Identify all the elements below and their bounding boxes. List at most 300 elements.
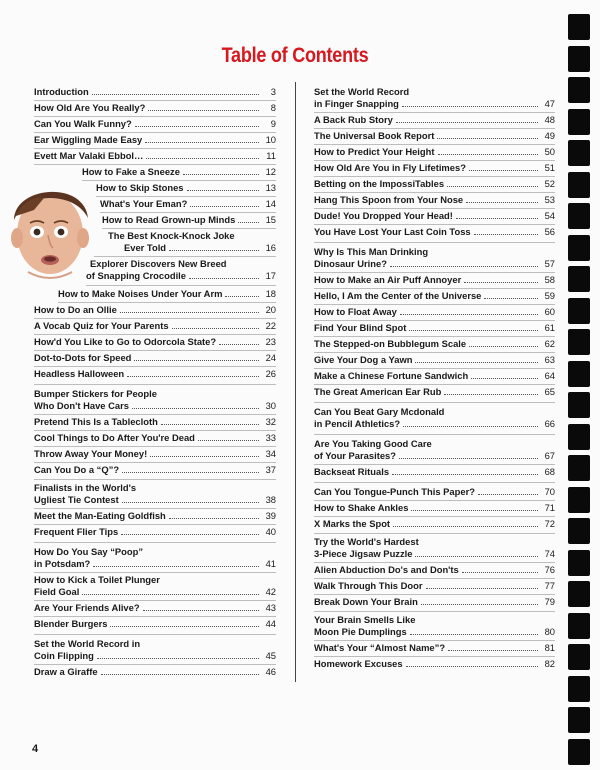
row-separator	[34, 572, 276, 573]
dot-leader	[471, 370, 538, 379]
toc-entry-page: 76	[544, 564, 555, 575]
toc-entry-title: in Finger Snapping	[314, 98, 399, 109]
dot-leader	[219, 336, 259, 345]
dot-leader	[189, 270, 259, 279]
toc-entry-page: 56	[544, 226, 555, 237]
toc-entry[interactable]	[314, 210, 555, 222]
toc-entry-page: 61	[544, 322, 555, 333]
dot-leader	[469, 162, 538, 171]
row-separator	[34, 100, 276, 101]
dot-leader	[238, 214, 259, 223]
row-separator	[34, 116, 276, 117]
toc-entry-title: Hello, I Am the Center of the Universe	[314, 290, 482, 301]
toc-entry[interactable]	[102, 214, 276, 226]
toc-entry[interactable]	[34, 448, 276, 460]
binding-hole	[568, 235, 590, 261]
toc-entry-title: The Universal Book Report	[314, 130, 435, 141]
toc-entry-title: Dot-to-Dots for Speed	[34, 352, 132, 363]
toc-entry[interactable]	[34, 574, 276, 598]
toc-entry[interactable]	[314, 322, 555, 334]
toc-entry-title: Headless Halloween	[34, 368, 125, 379]
toc-entry-title-line1: Bumper Stickers for People	[34, 388, 157, 399]
toc-entry-title: 3-Piece Jigsaw Puzzle	[314, 548, 413, 559]
toc-entry-title: How to Read Grown-up Minds	[102, 214, 236, 225]
row-separator	[34, 446, 276, 447]
toc-entry[interactable]	[34, 368, 276, 380]
dot-leader	[415, 548, 538, 557]
row-separator	[314, 272, 555, 273]
toc-entry[interactable]	[314, 518, 555, 530]
row-separator	[314, 128, 555, 129]
toc-entry[interactable]	[314, 146, 555, 158]
toc-entry-page: 8	[270, 102, 276, 113]
toc-entry-page: 46	[265, 666, 276, 677]
toc-entry[interactable]	[314, 386, 555, 398]
row-separator	[34, 414, 276, 415]
dot-leader	[466, 194, 538, 203]
toc-entry[interactable]	[314, 502, 555, 514]
toc-entry-title: X Marks the Spot	[314, 518, 391, 529]
toc-entry[interactable]	[34, 546, 276, 570]
dot-leader	[134, 352, 259, 361]
dot-leader	[400, 306, 538, 315]
toc-entry[interactable]	[34, 388, 276, 412]
toc-entry-title: You Have Lost Your Last Coin Toss	[314, 226, 471, 237]
binding-hole	[568, 455, 590, 481]
row-separator	[34, 462, 276, 463]
dot-leader	[93, 558, 259, 567]
dot-leader	[399, 450, 538, 459]
toc-entry[interactable]	[314, 130, 555, 142]
toc-entry-page: 72	[544, 518, 555, 529]
toc-entry-page: 82	[544, 658, 555, 669]
toc-entry-title: How to Make Noises Under Your Arm	[58, 288, 223, 299]
binding-hole	[568, 109, 590, 135]
toc-entry-title: Coin Flipping	[34, 650, 94, 661]
toc-entry-page: 33	[265, 432, 276, 443]
binding-hole	[568, 550, 590, 576]
toc-entry[interactable]	[96, 182, 276, 194]
toc-entry[interactable]	[314, 642, 555, 654]
row-separator	[34, 132, 276, 133]
toc-entry[interactable]	[314, 658, 555, 670]
toc-entry-page: 40	[265, 526, 276, 537]
toc-entry-title-line1: Why Is This Man Drinking	[314, 246, 429, 257]
toc-entry[interactable]	[314, 114, 555, 126]
toc-entry[interactable]	[314, 194, 555, 206]
toc-entry-title-line1: Explorer Discovers New Breed	[90, 258, 227, 269]
row-separator	[314, 304, 555, 305]
toc-entry-title: Find Your Blind Spot	[314, 322, 407, 333]
toc-entry-title: Ugliest Tie Contest	[34, 494, 119, 505]
toc-entry-page: 57	[544, 258, 555, 269]
toc-entry-page: 42	[265, 586, 276, 597]
toc-entry-page: 52	[544, 178, 555, 189]
row-separator	[314, 611, 555, 612]
toc-entry-page: 53	[544, 194, 555, 205]
toc-entry[interactable]	[34, 352, 276, 364]
row-separator	[314, 640, 555, 641]
toc-entry-page: 9	[270, 118, 276, 129]
dot-leader	[101, 666, 259, 675]
toc-entry-title: How to Do an Ollie	[34, 304, 117, 315]
toc-entry-title: Blender Burgers	[34, 618, 108, 629]
toc-entry[interactable]	[314, 486, 555, 498]
toc-entry[interactable]	[314, 438, 555, 462]
toc-entry-title: Evett Mar Valaki Ebbol…	[34, 150, 144, 161]
dot-leader	[396, 114, 538, 123]
toc-entry-page: 17	[265, 270, 276, 281]
toc-entry-page: 67	[544, 450, 555, 461]
toc-entry-page: 10	[265, 134, 276, 145]
binding-hole	[568, 77, 590, 103]
toc-entry-title: How to Shake Ankles	[314, 502, 409, 513]
row-separator	[314, 288, 555, 289]
toc-entry[interactable]	[314, 274, 555, 286]
toc-entry-title: The Great American Ear Rub	[314, 386, 442, 397]
dot-leader	[437, 130, 538, 139]
dot-leader	[198, 432, 259, 441]
dot-leader	[169, 242, 259, 251]
toc-entry-title: How to Float Away	[314, 306, 397, 317]
dot-leader	[143, 602, 259, 611]
dot-leader	[464, 274, 538, 283]
row-separator	[314, 578, 555, 579]
toc-entry[interactable]	[314, 226, 555, 238]
toc-entry[interactable]	[100, 198, 276, 210]
toc-entry-title: Moon Pie Dumplings	[314, 626, 407, 637]
toc-entry-title: Dude! You Dropped Your Head!	[314, 210, 453, 221]
toc-entry-title: Throw Away Your Money!	[34, 448, 148, 459]
toc-entry-page: 11	[266, 150, 276, 161]
toc-entry-page: 77	[544, 580, 555, 591]
row-separator	[314, 594, 555, 595]
row-separator	[314, 500, 555, 501]
toc-entry-title: Cool Things to Do After You're Dead	[34, 432, 195, 443]
dot-leader	[444, 386, 538, 395]
dot-leader	[225, 288, 259, 297]
toc-entry-title: Break Down Your Brain	[314, 596, 418, 607]
dot-leader	[421, 596, 538, 605]
toc-entry-title: Can You Tongue-Punch This Paper?	[314, 486, 475, 497]
row-separator	[34, 524, 276, 525]
toc-entry[interactable]	[34, 432, 276, 444]
toc-entry[interactable]	[34, 150, 276, 162]
toc-entry-title: Ear Wiggling Made Easy	[34, 134, 143, 145]
row-separator	[82, 180, 276, 181]
row-separator	[34, 148, 276, 149]
toc-entry-page: 3	[270, 86, 276, 97]
toc-entry[interactable]	[34, 416, 276, 428]
toc-entry-page: 58	[544, 274, 555, 285]
toc-entry[interactable]	[314, 536, 555, 560]
toc-entry[interactable]	[314, 406, 555, 430]
page-title: Table of Contents	[221, 44, 369, 67]
row-separator	[314, 464, 555, 465]
row-separator	[314, 144, 555, 145]
toc-entry-page: 12	[265, 166, 276, 177]
toc-entry-title: Frequent Flier Tips	[34, 526, 119, 537]
dot-leader	[187, 182, 259, 191]
row-separator	[314, 208, 555, 209]
row-separator	[96, 196, 276, 197]
column-divider	[295, 82, 296, 682]
dot-leader	[410, 626, 538, 635]
toc-entry[interactable]	[314, 306, 555, 318]
toc-entry[interactable]	[314, 564, 555, 576]
binding-hole	[568, 644, 590, 670]
binding-hole	[568, 298, 590, 324]
dot-leader	[438, 146, 539, 155]
toc-entry[interactable]	[34, 526, 276, 538]
toc-entry[interactable]	[314, 246, 555, 270]
toc-entry[interactable]	[314, 466, 555, 478]
toc-entry-page: 62	[544, 338, 555, 349]
toc-entry-page: 65	[544, 386, 555, 397]
dot-leader	[127, 368, 259, 377]
toc-entry-title: Make a Chinese Fortune Sandwich	[314, 370, 469, 381]
dot-leader	[122, 494, 259, 503]
toc-entry[interactable]	[314, 596, 555, 608]
toc-entry[interactable]	[314, 354, 555, 366]
row-separator	[314, 192, 555, 193]
toc-entry-title-line1: Can You Beat Gary Mcdonald	[314, 406, 445, 417]
dot-leader	[484, 290, 538, 299]
dot-leader	[462, 564, 538, 573]
dot-leader	[82, 586, 259, 595]
toc-entry[interactable]	[82, 166, 276, 178]
toc-entry[interactable]	[314, 580, 555, 592]
toc-entry-title: What's Your “Almost Name”?	[314, 642, 446, 653]
binding-hole	[568, 581, 590, 607]
toc-entry-page: 64	[544, 370, 555, 381]
dot-leader	[409, 322, 538, 331]
row-separator	[100, 212, 276, 213]
toc-entry-title: Field Goal	[34, 586, 80, 597]
dot-leader	[474, 226, 538, 235]
toc-entry-title: Are Your Friends Alive?	[34, 602, 140, 613]
row-separator	[34, 334, 276, 335]
toc-entry-page: 44	[265, 618, 276, 629]
row-separator	[314, 352, 555, 353]
binding-hole	[568, 203, 590, 229]
toc-entry-title-line1: Your Brain Smells Like	[314, 614, 416, 625]
toc-entry[interactable]	[314, 162, 555, 174]
dot-leader	[148, 102, 259, 111]
toc-entry-title: in Potsdam?	[34, 558, 91, 569]
toc-entry[interactable]	[58, 288, 276, 300]
toc-entry[interactable]	[34, 638, 276, 662]
binding-hole	[568, 361, 590, 387]
binding-hole	[568, 140, 590, 166]
row-separator	[34, 318, 276, 319]
row-separator	[34, 664, 276, 665]
toc-entry[interactable]	[314, 86, 555, 110]
toc-entry-page: 22	[265, 320, 276, 331]
toc-entry-page: 14	[265, 198, 276, 209]
toc-entry-title: Meet the Man-Eating Goldfish	[34, 510, 166, 521]
row-separator	[34, 350, 276, 351]
toc-entry-page: 50	[544, 146, 555, 157]
row-separator	[314, 368, 555, 369]
toc-entry-title-line1: Finalists in the World's	[34, 482, 137, 493]
binding-hole	[568, 392, 590, 418]
row-separator	[102, 228, 276, 229]
toc-entry-page: 63	[544, 354, 555, 365]
toc-entry-page: 26	[265, 368, 276, 379]
toc-entry[interactable]	[86, 258, 276, 282]
dot-leader	[172, 320, 259, 329]
toc-entry[interactable]	[314, 338, 555, 350]
binding-hole	[568, 329, 590, 355]
toc-entry-title: Who Don't Have Cars	[34, 400, 129, 411]
dot-leader	[402, 98, 538, 107]
binding-hole	[568, 424, 590, 450]
row-separator	[34, 164, 276, 165]
toc-entry-title: What's Your Eman?	[100, 198, 188, 209]
toc-entry[interactable]	[34, 510, 276, 522]
toc-entry[interactable]	[34, 666, 276, 678]
toc-entry-page: 20	[265, 304, 276, 315]
toc-entry-page: 54	[544, 210, 555, 221]
toc-entry-title: Backseat Rituals	[314, 466, 390, 477]
row-separator	[314, 176, 555, 177]
binding-hole	[568, 172, 590, 198]
toc-entry[interactable]	[34, 304, 276, 316]
toc-entry-title: Walk Through This Door	[314, 580, 423, 591]
toc-entry-page: 49	[544, 130, 555, 141]
dot-leader	[146, 150, 259, 159]
dot-leader	[120, 304, 259, 313]
toc-entry[interactable]	[94, 230, 276, 254]
toc-entry-title: Betting on the ImpossiTables	[314, 178, 445, 189]
toc-entry[interactable]	[314, 370, 555, 382]
toc-entry[interactable]	[34, 86, 276, 98]
dot-leader	[161, 416, 259, 425]
dot-leader	[393, 518, 538, 527]
row-separator	[314, 224, 555, 225]
toc-entry-page: 66	[544, 418, 555, 429]
row-separator	[314, 562, 555, 563]
dot-leader	[169, 510, 259, 519]
toc-entry-page: 16	[265, 242, 276, 253]
row-separator	[34, 600, 276, 601]
row-separator	[314, 112, 555, 113]
toc-entry-title-line1: Set the World Record	[314, 86, 410, 97]
dot-leader	[403, 418, 538, 427]
dot-leader	[390, 258, 538, 267]
binding-hole	[568, 518, 590, 544]
boy-face-photo	[4, 172, 94, 288]
row-separator	[34, 479, 276, 480]
toc-entry-title: How Old Are You in Fly Lifetimes?	[314, 162, 466, 173]
toc-entry[interactable]	[34, 482, 276, 506]
binding-hole	[568, 707, 590, 733]
dot-leader	[121, 526, 259, 535]
toc-entry-title: Homework Excuses	[314, 658, 403, 669]
row-separator	[314, 336, 555, 337]
row-separator	[314, 384, 555, 385]
toc-entry-title: Give Your Dog a Yawn	[314, 354, 413, 365]
toc-entry-title-line1: Are You Taking Good Care	[314, 438, 432, 449]
toc-entry-page: 38	[265, 494, 276, 505]
toc-entry[interactable]	[314, 614, 555, 638]
toc-entry[interactable]	[34, 464, 276, 476]
toc-entry[interactable]	[34, 134, 276, 146]
binding-hole	[568, 676, 590, 702]
toc-entry-page: 60	[544, 306, 555, 317]
toc-entry[interactable]	[34, 102, 276, 114]
toc-entry[interactable]	[314, 290, 555, 302]
toc-entry-page: 32	[265, 416, 276, 427]
toc-entry-page: 43	[265, 602, 276, 613]
row-separator	[34, 384, 276, 385]
toc-entry[interactable]	[34, 336, 276, 348]
toc-entry[interactable]	[34, 618, 276, 630]
toc-entry[interactable]	[314, 178, 555, 190]
toc-entry-title-line1: How to Kick a Toilet Plunger	[34, 574, 160, 585]
toc-entry-page: 79	[544, 596, 555, 607]
dot-leader	[135, 118, 259, 127]
row-separator	[58, 302, 276, 303]
dot-leader	[132, 400, 259, 409]
toc-entry-page: 41	[265, 558, 276, 569]
toc-entry-title: How to Predict Your Height	[314, 146, 435, 157]
toc-entry-page: 24	[265, 352, 276, 363]
toc-entry-page: 74	[544, 548, 555, 559]
toc-entry-title-line1: Set the World Record in	[34, 638, 141, 649]
dot-leader	[448, 642, 538, 651]
toc-entry-title: How to Fake a Sneeze	[82, 166, 180, 177]
dot-leader	[150, 448, 259, 457]
toc-entry-title: in Pencil Athletics?	[314, 418, 401, 429]
toc-entry-title: Pretend This Is a Tablecloth	[34, 416, 158, 427]
toc-entry-title-line1: How Do You Say “Poop”	[34, 546, 144, 557]
binding-hole	[568, 613, 590, 639]
dot-leader	[406, 658, 538, 667]
toc-entry[interactable]	[34, 602, 276, 614]
dot-leader	[392, 466, 538, 475]
toc-entry-page: 48	[544, 114, 555, 125]
row-separator	[34, 634, 276, 635]
dot-leader	[145, 134, 259, 143]
page-number: 4	[32, 743, 39, 755]
row-separator	[314, 402, 555, 403]
toc-entry-title: Introduction	[34, 86, 89, 97]
toc-entry[interactable]	[34, 320, 276, 332]
toc-entry-page: 30	[265, 400, 276, 411]
toc-entry-page: 70	[544, 486, 555, 497]
toc-entry-title: Can You Walk Funny?	[34, 118, 132, 129]
dot-leader	[478, 486, 538, 495]
toc-entry-page: 51	[544, 162, 555, 173]
toc-entry-page: 39	[265, 510, 276, 521]
toc-entry-title: Dinosaur Urine?	[314, 258, 387, 269]
toc-entry-title: A Vocab Quiz for Your Parents	[34, 320, 169, 331]
toc-entry-title: How to Make an Air Puff Annoyer	[314, 274, 462, 285]
toc-entry-title: How to Skip Stones	[96, 182, 184, 193]
row-separator	[314, 516, 555, 517]
row-separator	[314, 320, 555, 321]
toc-entry-page: 23	[265, 336, 276, 347]
toc-entry[interactable]	[34, 118, 276, 130]
toc-entry-title: Alien Abduction Do's and Don'ts	[314, 564, 459, 575]
toc-entry-page: 37	[265, 464, 276, 475]
toc-entry-page: 47	[544, 98, 555, 109]
row-separator	[34, 616, 276, 617]
dot-leader	[426, 580, 539, 589]
toc-entry-page: 80	[544, 626, 555, 637]
